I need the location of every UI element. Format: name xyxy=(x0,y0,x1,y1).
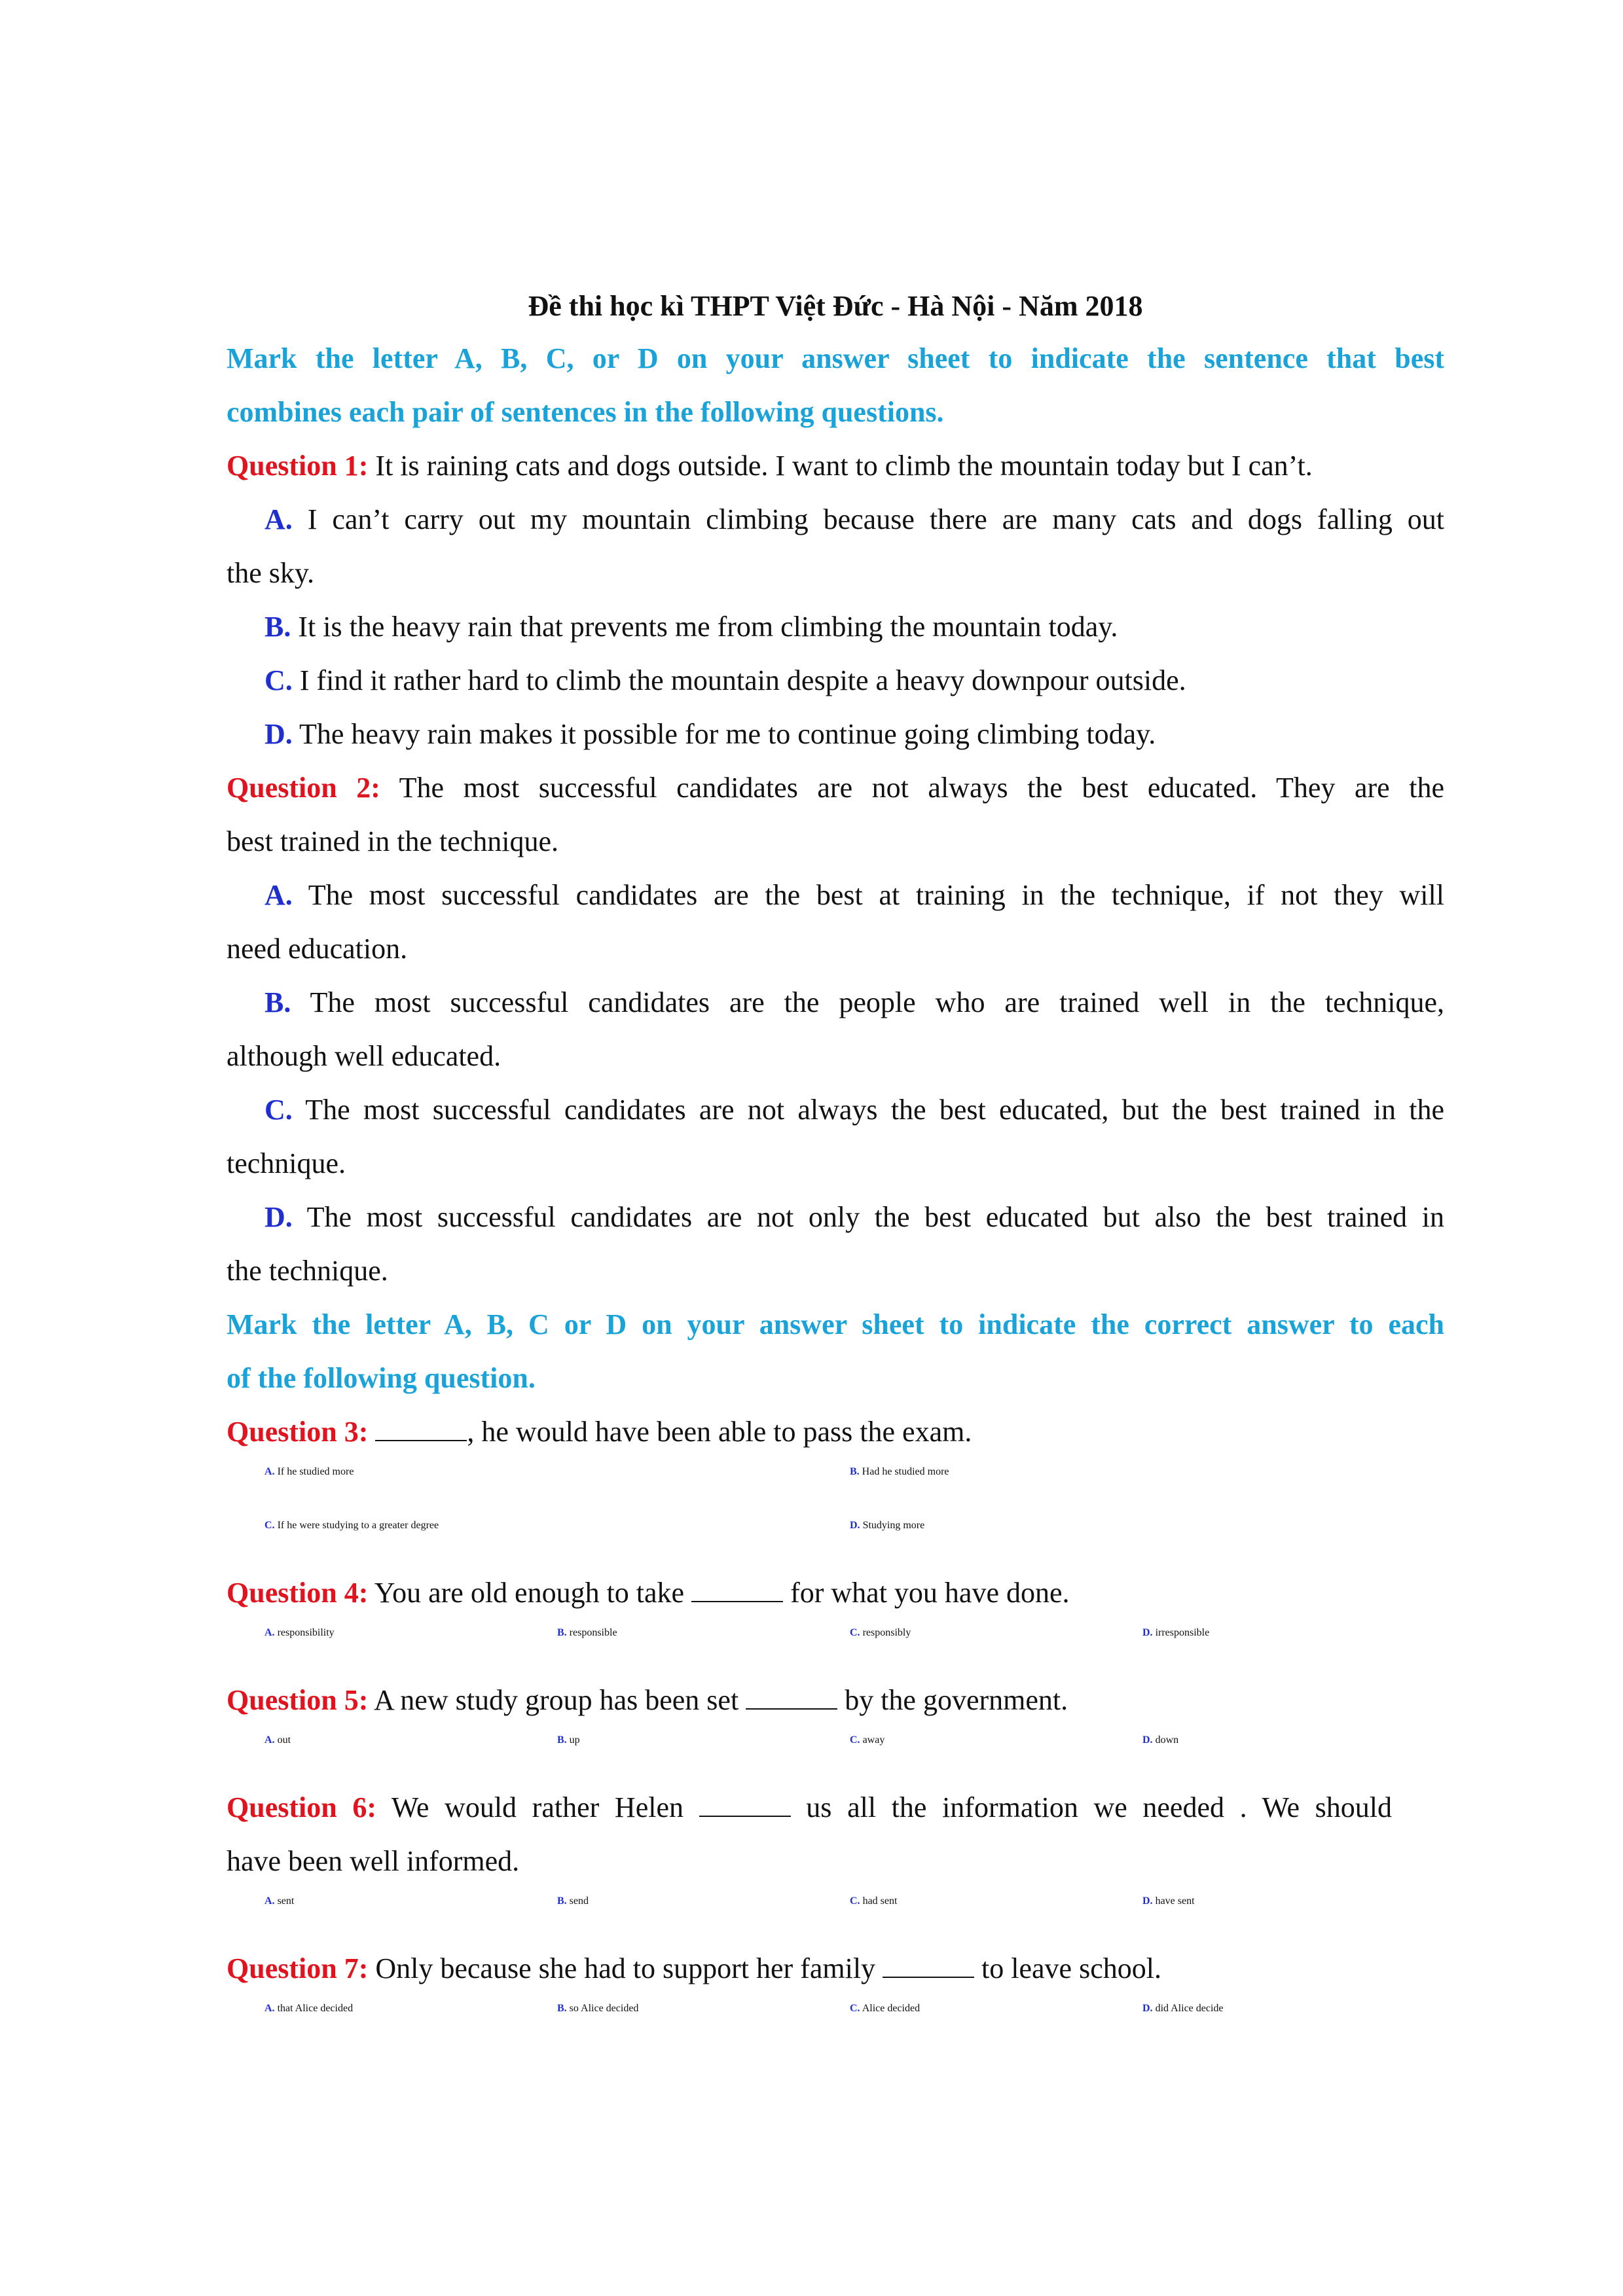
q3-option-c[interactable] xyxy=(264,1520,439,1532)
option-letter: C. xyxy=(850,1895,860,1907)
q5-option-b[interactable] xyxy=(557,1734,580,1746)
option-text: It is the heavy rain that prevents me from climbing the mountain today. xyxy=(298,611,1118,643)
option-text: Studying more xyxy=(862,1520,925,1531)
question-label: Question 2: xyxy=(227,772,380,804)
answer-blank xyxy=(699,1792,791,1817)
q3-option-d[interactable] xyxy=(850,1520,924,1532)
option-text: responsibly xyxy=(862,1627,911,1638)
q7-option-a[interactable] xyxy=(264,2003,353,2015)
question-text-after: us all the information we needed . We should xyxy=(806,1791,1393,1823)
q4-option-c[interactable] xyxy=(850,1627,911,1639)
question-text-before: A new study group has been set xyxy=(373,1684,739,1716)
option-letter: D. xyxy=(1142,1627,1153,1638)
option-text: I can’t carry out my mountain climbing because there are many cats and dogs falling out xyxy=(307,503,1445,535)
q7-option-b[interactable] xyxy=(557,2003,638,2015)
option-text: The most successful candidates are not only the best educated but also the best trained in xyxy=(306,1201,1444,1233)
question-text: It is raining cats and dogs outside. I want to climb the mountain today but I can’t. xyxy=(375,450,1313,482)
q6-option-c[interactable] xyxy=(850,1895,897,1907)
q5-option-d[interactable] xyxy=(1142,1734,1178,1746)
question-1 xyxy=(227,446,1444,486)
option-text: out xyxy=(277,1734,291,1746)
option-letter: A. xyxy=(264,1627,275,1638)
answer-blank xyxy=(691,1577,783,1602)
question-7 xyxy=(227,1949,1444,1988)
option-text: The heavy rain makes it possible for me to continue going climbing today. xyxy=(299,718,1156,750)
q1-option-b[interactable] xyxy=(264,607,1444,647)
option-letter: D. xyxy=(1142,1895,1153,1907)
question-label: Question 3: xyxy=(227,1416,369,1448)
option-letter: C. xyxy=(850,1627,860,1638)
option-text: that Alice decided xyxy=(277,2003,354,2014)
question-2-line2: best trained in the technique. xyxy=(227,825,559,857)
q6-option-a[interactable] xyxy=(264,1895,294,1907)
option-letter: A. xyxy=(264,503,293,535)
q2-option-c-line2: technique. xyxy=(227,1147,346,1179)
q2-option-b-line2: although well educated. xyxy=(227,1040,501,1072)
option-text: responsible xyxy=(569,1627,617,1638)
q2-option-b-line1[interactable] xyxy=(264,983,1444,1022)
option-letter: D. xyxy=(264,1201,293,1233)
option-letter: A. xyxy=(264,2003,275,2014)
option-letter: B. xyxy=(850,1466,860,1477)
q6-option-d[interactable] xyxy=(1142,1895,1195,1907)
answer-blank xyxy=(883,1953,974,1978)
question-text-before: Only because she had to support her family xyxy=(375,1952,876,1984)
exam-title: Đề thi học kì THPT Việt Đức - Hà Nội - Năm 2018 xyxy=(528,290,1143,322)
option-letter: A. xyxy=(264,879,293,911)
question-text-after: for what you have done. xyxy=(790,1577,1070,1609)
question-label: Question 4: xyxy=(227,1577,369,1609)
q6-option-b[interactable] xyxy=(557,1895,589,1907)
q4-option-d[interactable] xyxy=(1142,1627,1209,1639)
question-label: Question 7: xyxy=(227,1952,369,1984)
question-6-line1 xyxy=(227,1788,1392,1827)
option-text: up xyxy=(569,1734,580,1746)
question-4 xyxy=(227,1573,1444,1613)
q4-option-b[interactable] xyxy=(557,1627,617,1639)
option-text: have sent xyxy=(1155,1895,1195,1907)
q1-option-c[interactable] xyxy=(264,661,1444,700)
option-letter: C. xyxy=(850,2003,860,2014)
option-text: send xyxy=(569,1895,589,1907)
q1-option-a-line1[interactable] xyxy=(264,500,1444,539)
option-letter: A. xyxy=(264,1895,275,1907)
option-letter: C. xyxy=(264,664,293,696)
option-letter: D. xyxy=(264,718,293,750)
option-letter: B. xyxy=(557,1627,567,1638)
option-text: The most successful candidates are the best at training in the technique, if not they will xyxy=(308,879,1444,911)
q7-option-d[interactable] xyxy=(1142,2003,1224,2015)
option-letter: B. xyxy=(264,986,291,1018)
question-5 xyxy=(227,1681,1444,1720)
option-letter: B. xyxy=(557,1734,567,1746)
option-text: sent xyxy=(277,1895,295,1907)
option-letter: C. xyxy=(850,1734,860,1746)
answer-blank xyxy=(746,1685,837,1710)
option-text: If he were studying to a greater degree xyxy=(277,1520,439,1531)
option-letter: A. xyxy=(264,1734,275,1746)
q2-option-d-line2: the technique. xyxy=(227,1255,388,1287)
option-text: The most successful candidates are not always the best educated, but the best trained in the xyxy=(305,1094,1444,1126)
q2-option-d-line1[interactable] xyxy=(264,1198,1444,1237)
question-text-before: You are old enough to take xyxy=(374,1577,685,1609)
option-letter: B. xyxy=(557,2003,567,2014)
q5-option-a[interactable] xyxy=(264,1734,291,1746)
q1-option-a-line2: the sky. xyxy=(227,557,315,589)
question-text-after: to leave school. xyxy=(981,1952,1161,1984)
option-text: away xyxy=(862,1734,885,1746)
option-letter: B. xyxy=(264,611,291,643)
q2-option-c-line1[interactable] xyxy=(264,1090,1444,1130)
option-letter: B. xyxy=(557,1895,567,1907)
q2-option-a-line1[interactable] xyxy=(264,876,1444,915)
question-2-line1 xyxy=(227,768,1444,808)
option-text: irresponsible xyxy=(1155,1627,1210,1638)
option-text: If he studied more xyxy=(277,1466,354,1477)
option-letter: C. xyxy=(264,1094,293,1126)
question-label: Question 6: xyxy=(227,1791,376,1823)
q3-option-b[interactable] xyxy=(850,1466,949,1478)
q4-option-a[interactable] xyxy=(264,1627,335,1639)
question-label: Question 5: xyxy=(227,1684,369,1716)
section2-instruction-line1: Mark the letter A, B, C or D on your answer sheet to indicate the correct answer to each xyxy=(227,1308,1444,1340)
question-text: , he would have been able to pass the exam. xyxy=(467,1416,972,1448)
q1-option-d[interactable] xyxy=(264,715,1444,754)
option-text: I find it rather hard to climb the mountain despite a heavy downpour outside. xyxy=(299,664,1186,696)
option-text: so Alice decided xyxy=(569,2003,639,2014)
section2-instruction-line2: of the following question. xyxy=(227,1362,536,1394)
option-letter: D. xyxy=(850,1520,860,1531)
q7-option-c[interactable] xyxy=(850,2003,920,2015)
option-letter: D. xyxy=(1142,1734,1153,1746)
option-text: Had he studied more xyxy=(862,1466,949,1477)
section1-instruction-line2: combines each pair of sentences in the following questions. xyxy=(227,396,944,428)
option-text: down xyxy=(1155,1734,1179,1746)
question-text-before: We would rather Helen xyxy=(391,1791,684,1823)
q5-option-c[interactable] xyxy=(850,1734,884,1746)
option-letter: A. xyxy=(264,1466,275,1477)
option-text: The most successful candidates are the people who are trained well in the technique, xyxy=(310,986,1444,1018)
section1-instruction-line1: Mark the letter A, B, C, or D on your answer sheet to indicate the sentence that best xyxy=(227,342,1444,374)
option-letter: D. xyxy=(1142,2003,1153,2014)
question-3 xyxy=(227,1412,1444,1452)
option-text: had sent xyxy=(862,1895,898,1907)
question-label: Question 1: xyxy=(227,450,369,482)
option-text: Alice decided xyxy=(862,2003,921,2014)
option-text: did Alice decide xyxy=(1155,2003,1224,2014)
question-text-after: by the government. xyxy=(845,1684,1068,1716)
q3-option-a[interactable] xyxy=(264,1466,354,1478)
option-letter: C. xyxy=(264,1520,275,1531)
q2-option-a-line2: need education. xyxy=(227,933,408,965)
option-text: responsibility xyxy=(277,1627,335,1638)
question-6-line2: have been well informed. xyxy=(227,1845,520,1877)
question-text: The most successful candidates are not always the best educated. They are the xyxy=(399,772,1444,804)
answer-blank xyxy=(375,1416,467,1441)
